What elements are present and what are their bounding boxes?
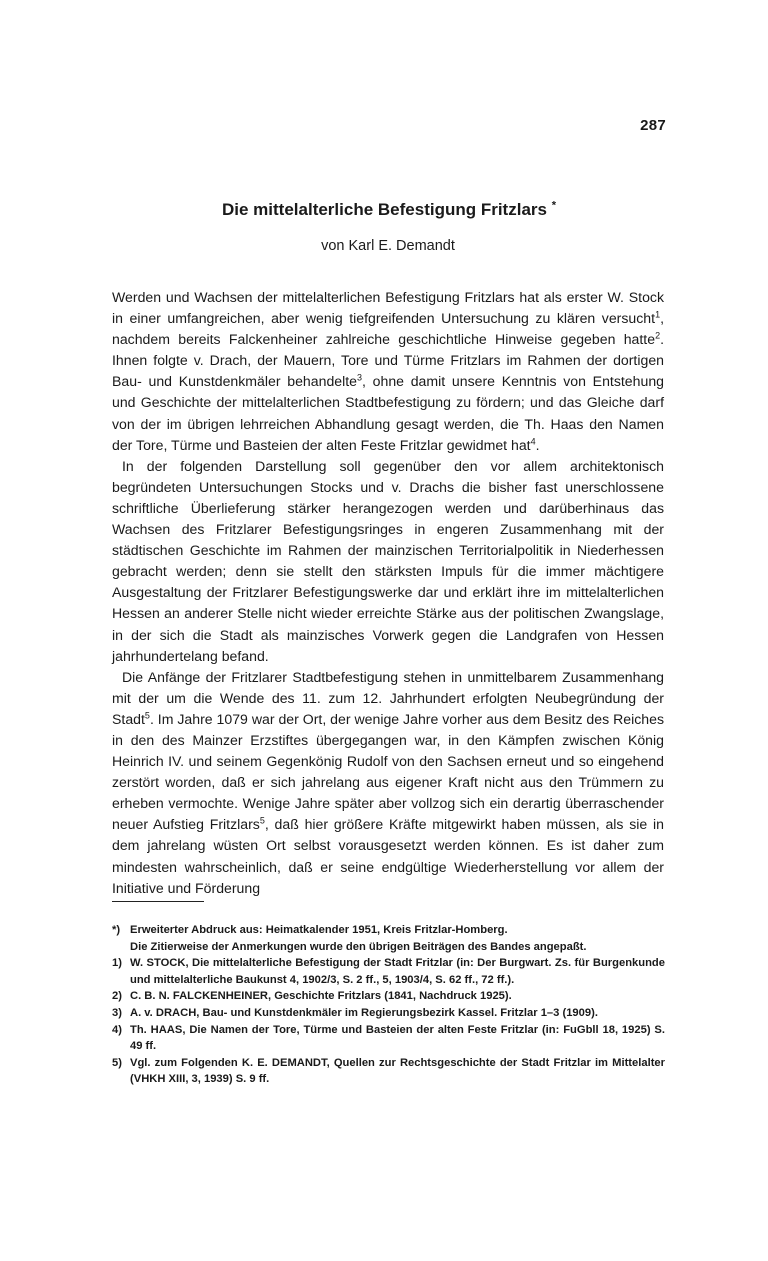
footnote-text: A. v. DRACH, Bau- und Kunstdenkmäler im Regierungsbezirk Kassel. Fritzlar 1–3 (1909). [130, 1006, 598, 1019]
footnote-item [112, 988, 665, 1005]
footnote-text: C. B. N. FALCKENHEINER, Geschichte Fritzlars (1841, Nachdruck 1925). [130, 990, 512, 1003]
article-title [0, 200, 768, 220]
footnote-divider [112, 901, 204, 902]
article-title-text: Die mittelalterliche Befestigung Fritzlars [222, 200, 547, 219]
paragraph-text: . Ihnen folgte v. Drach, der Mauern, Tore und Türme Fritzlars im Rahmen der dortigen Bau- und Kunstdenkmäler behandelte [112, 331, 664, 390]
footnote-mark: 2) [112, 990, 122, 1003]
page-number: 287 [640, 117, 666, 134]
footnotes [112, 922, 665, 1088]
footnote-item [112, 1055, 665, 1088]
footnote-mark: 5) [112, 1056, 122, 1069]
footnote-mark: 3) [112, 1006, 122, 1019]
footnote-text: Th. HAAS, Die Namen der Tore, Türme und Basteien der alten Feste Fritzlar (in: FuGbll 18, 1925) S. 49 ff. [130, 1023, 665, 1053]
paragraph-1 [112, 287, 664, 456]
paragraph-text: Die Anfänge der Fritzlarer Stadtbefestigung stehen in unmittelbarem Zusammenhang mit der um die Wende des 11. zum 12. Jahrhundert erfolgten Neubegründung der Stadt [112, 668, 664, 727]
footnote-mark: *) [112, 924, 121, 936]
paragraph-text: , ohne damit unsere Kenntnis von Entstehung und Geschichte der mittelalterlichen Stadtbefestigung zu fördern; und das Gleiche darf von der im übrigen lehrreichen Abhandlung gesagt werden, die Th. Haas den Namen der Tore, Türme und Basteien der alten Feste Fritzlar gewidmet hat [112, 373, 664, 453]
footnote-ref: 2 [655, 330, 661, 341]
footnote-ref: 3 [357, 372, 363, 383]
footnote-item [112, 1005, 665, 1022]
paragraph-3 [112, 667, 664, 899]
footnote-text: Vgl. zum Folgenden K. E. DEMANDT, Quellen zur Rechtsgeschichte der Stadt Fritzlar im Mittelalter (VHKH XIII, 3, 1939) S. 9 ff. [130, 1056, 665, 1086]
footnote-ref: 5 [144, 710, 150, 721]
footnote-text: Erweiterter Abdruck aus: Heimatkalender 1951, Kreis Fritzlar-Homberg. [130, 924, 508, 936]
footnote-text: W. STOCK, Die mittelalterliche Befestigung der Stadt Fritzlar (in: Der Burgwart. Zs. für Burgenkunde und mittelalterliche Baukunst 4, 1902/3, S. 2 ff., 5, 1903/4, S. 62 ff., 72 ff.). [130, 957, 665, 986]
footnote-ref: 5 [259, 815, 265, 826]
body-text [112, 287, 664, 899]
footnote-mark: 1) [112, 957, 122, 970]
article-author: von Karl E. Demandt [321, 238, 455, 254]
footnote-item [112, 922, 665, 939]
footnote-item [112, 1022, 665, 1055]
paragraph-text: , nachdem bereits Falckenheiner zahlreiche geschichtliche Hinweise gegeben hatte [112, 310, 664, 348]
footnote-ref: 4 [530, 435, 536, 446]
paragraph-2: In der folgenden Darstellung soll gegenüber den vor allem architektonisch begründeten Untersuchungen Stocks und v. Drachs die bisher fast unerschlossene schriftliche Überlieferung stärker herangezogen werden und darüberhinaus das Wachsen des Fritzlarer Befestigungsringes in engeren Zusammenhang mit der städtischen Geschichte im Rahmen der mainzischen Territorialpolitik in Niederhessen gebracht werden; denn sie stellt den stärksten Impuls für die immer mächtigere Ausgestaltung der Fritzlarer Befestigungswerke dar und erklärt ihre im mittelalterlichen Hessen an anderer Stelle nicht wieder erreichte Stärke aus der politischen Zwangslage, in der sich die Stadt als mainzisches Vorwerk gegen die Landgrafen von Hessen jahrhundertelang befand. [112, 457, 664, 664]
footnote-mark: 4) [112, 1023, 122, 1036]
footnote-ref: 1 [655, 309, 661, 320]
paragraph-text: Werden und Wachsen der mittelalterlichen Befestigung Fritzlars hat als erster W. Stock in einer umfangreichen, aber wenig tiefgreifenden Untersuchung zu klären versucht [112, 289, 664, 327]
title-footnote-mark: * [551, 199, 556, 212]
footnote-continuation: Die Zitierweise der Anmerkungen wurde den übrigen Beiträgen des Bandes angepaßt. [130, 940, 587, 953]
paragraph-text: , daß hier größere Kräfte mitgewirkt haben müssen, als sie in dem jahrelang wüsten Ort selbst vorausgesetzt werden können. Es ist daher zum mindesten wahrscheinlich, daß er seine endgültige Wiederherstellung vor allem der Initiative und Förderung [112, 816, 664, 896]
footnote-item [112, 955, 665, 988]
paragraph-text: . [535, 436, 540, 453]
paragraph-text: . Im Jahre 1079 war der Ort, der wenige Jahre vorher aus dem Besitz des Reiches in den des Mainzer Erzstiftes übergegangen war, in den Kämpfen zwischen König Heinrich IV. und seinem Gegenkönig Rudolf von den Sachsen erneut und so eingehend zerstört worden, daß er sich jahrelang aus eigener Kraft nicht aus den Trümmern zu erheben vermochte. Wenige Jahre später aber vollzog sich ein derartig überraschender neuer Aufstieg Fritzlars [112, 710, 664, 833]
